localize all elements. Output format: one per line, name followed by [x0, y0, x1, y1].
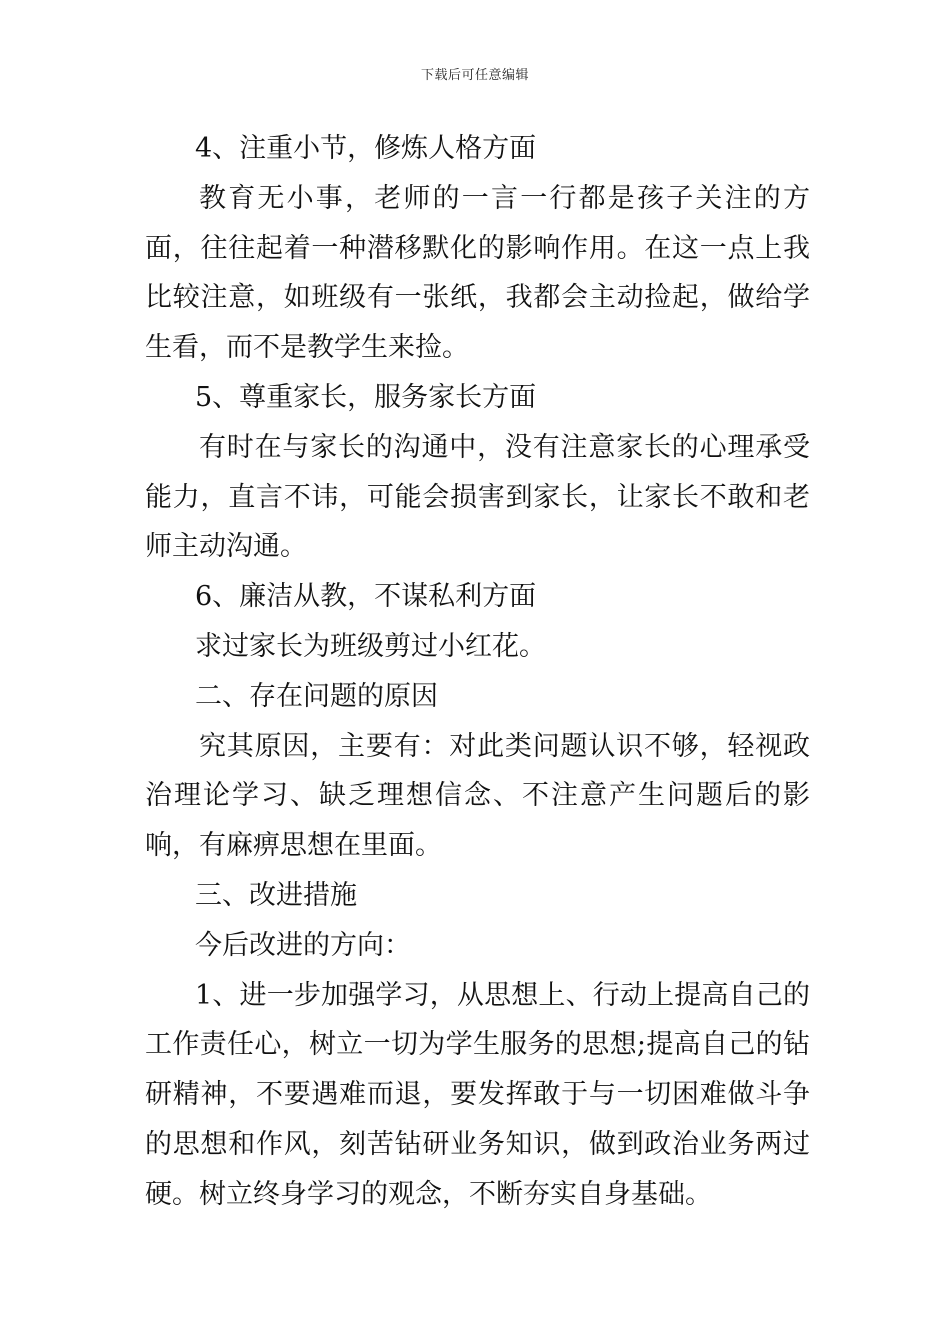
body-paragraph: 1、进一步加强学习，从思想上、行动上提高自己的工作责任心，树立一切为学生服务的思想;提高自己的钻研精神，不要遇难而退，要发挥敢于与一切困难做斗争的思想和作风，刻苦钻研业务知识，做到政治业务两过硬。树立终身学习的观念，不断夯实自身基础。: [145, 979, 810, 1210]
page-header: 下载后可任意编辑: [420, 68, 529, 83]
section-heading-6: 6、廉洁从教，不谋私利方面: [195, 581, 537, 613]
body-paragraph: 求过家长为班级剪过小红花。: [195, 630, 546, 662]
body-paragraph: 有时在与家长的沟通中，没有注意家长的心理承受能力，直言不讳，可能会损害到家长，让家长不敢和老师主动沟通。: [145, 431, 810, 563]
section-heading-5: 5、尊重家长，服务家长方面: [195, 381, 537, 413]
document-body: [145, 124, 810, 1220]
section-heading-4: 4、注重小节，修炼人格方面: [195, 133, 537, 164]
body-paragraph: 今后改进的方向：: [195, 929, 411, 961]
body-paragraph: 教育无小事，老师的一言一行都是孩子关注的方面，往往起着一种潜移默化的影响作用。在这一点上我比较注意，如班级有一张纸，我都会主动捡起，做给学生看，而不是教学生来捡。: [145, 182, 810, 364]
section-heading-improvements: 三、改进措施: [195, 879, 357, 911]
section-heading-causes: 二、存在问题的原因: [195, 680, 438, 712]
body-paragraph: 究其原因，主要有：对此类问题认识不够，轻视政治理论学习、缺乏理想信念、不注意产生问题后的影响，有麻痹思想在里面。: [145, 730, 810, 862]
